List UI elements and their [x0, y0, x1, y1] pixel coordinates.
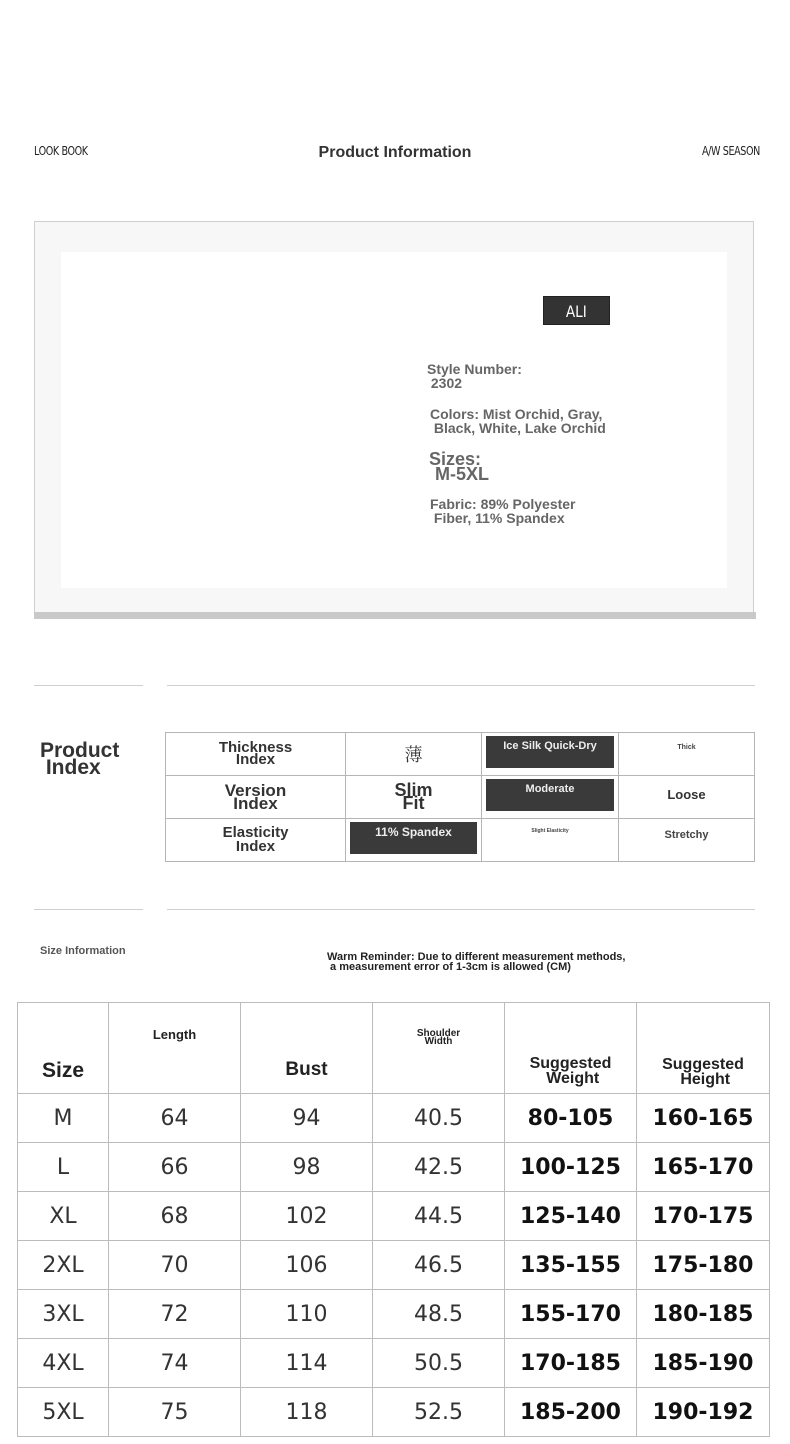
- divider-long-2: [167, 909, 755, 910]
- cell-length: 64: [109, 1094, 241, 1143]
- header-shoulder: Shoulder Width: [416, 1028, 461, 1047]
- cell-bust: 118: [241, 1388, 373, 1437]
- cell-length: 68: [109, 1192, 241, 1241]
- cell-shoulder: 48.5: [373, 1290, 505, 1339]
- product-index-table: [165, 732, 755, 862]
- cell-size: L: [18, 1143, 109, 1192]
- version-slim: Slim Fit: [394, 780, 433, 813]
- size-row-m: [18, 1094, 770, 1143]
- version-moderate-pill: Moderate: [486, 779, 614, 811]
- cell-bust: 94: [241, 1094, 373, 1143]
- cell-length: 75: [109, 1388, 241, 1437]
- elasticity-label-cell: [166, 819, 346, 862]
- cell-bust: 110: [241, 1290, 373, 1339]
- elasticity-slight-cell: [482, 819, 619, 862]
- cell-length: 72: [109, 1290, 241, 1339]
- product-card-shadow-bar: [34, 612, 756, 619]
- size-row-3xl: [18, 1290, 770, 1339]
- header-shoulder-cell: [373, 1003, 505, 1094]
- cell-length: 70: [109, 1241, 241, 1290]
- page-title: Product Information: [318, 144, 472, 161]
- cell-size: XL: [18, 1192, 109, 1241]
- cell-shoulder: 42.5: [373, 1143, 505, 1192]
- size-info-title: Size Information: [40, 945, 126, 957]
- cell-bust: 98: [241, 1143, 373, 1192]
- cell-height: 175-180: [637, 1241, 770, 1290]
- thickness-thin-cell: [346, 733, 482, 776]
- cell-length: 66: [109, 1143, 241, 1192]
- elasticity-slight: Slight Elasticity: [531, 828, 569, 834]
- divider-long: [167, 685, 755, 686]
- cell-length: 74: [109, 1339, 241, 1388]
- thickness-mid-cell: [482, 733, 619, 776]
- cell-height: 185-190: [637, 1339, 770, 1388]
- elasticity-stretchy: Stretchy: [664, 829, 709, 841]
- colors-info: Colors: Mist Orchid, Gray, Black, White, Lake Orchid: [430, 406, 606, 436]
- size-table-header: [18, 1003, 770, 1094]
- thickness-mid-pill: Ice Silk Quick-Dry: [486, 736, 614, 768]
- fabric-info: Fabric: 89% Polyester Fiber, 11% Spandex: [430, 496, 576, 526]
- thickness-label: Thickness Index: [218, 739, 293, 768]
- cell-weight: 155-170: [505, 1290, 637, 1339]
- size-table: [17, 1002, 770, 1437]
- cell-bust: 114: [241, 1339, 373, 1388]
- thickness-thick: Thick: [677, 744, 696, 751]
- lookbook-label: LOOK BOOK: [34, 144, 88, 158]
- cell-height: 190-192: [637, 1388, 770, 1437]
- cell-height: 180-185: [637, 1290, 770, 1339]
- version-slim-cell: [346, 776, 482, 819]
- size-row-4xl: [18, 1339, 770, 1388]
- cell-shoulder: 44.5: [373, 1192, 505, 1241]
- cell-weight: 100-125: [505, 1143, 637, 1192]
- version-label: Version Index: [224, 781, 287, 813]
- cell-bust: 106: [241, 1241, 373, 1290]
- header-weight: Suggested Weight: [529, 1055, 612, 1087]
- product-card: [34, 221, 754, 617]
- cell-size: 4XL: [18, 1339, 109, 1388]
- divider-short: [34, 685, 143, 686]
- thickness-thick-cell: [619, 733, 755, 776]
- version-row: [166, 776, 755, 819]
- divider-short-2: [34, 909, 143, 910]
- cell-shoulder: 50.5: [373, 1339, 505, 1388]
- sizes-value: M-5XL: [430, 464, 490, 484]
- version-label-cell: [166, 776, 346, 819]
- measurement-warning: Warm Reminder: Due to different measurement methods, a measurement error of 1-3cm is allowed (CM): [327, 951, 626, 973]
- cell-size: 3XL: [18, 1290, 109, 1339]
- product-index-title: Product Index: [40, 739, 120, 779]
- cell-weight: 135-155: [505, 1241, 637, 1290]
- cell-weight: 170-185: [505, 1339, 637, 1388]
- size-row-l: [18, 1143, 770, 1192]
- product-card-inner: [61, 252, 727, 588]
- elasticity-label: Elasticity Index: [222, 824, 289, 855]
- elasticity-stretchy-cell: [619, 819, 755, 862]
- cell-weight: 185-200: [505, 1388, 637, 1437]
- cell-shoulder: 40.5: [373, 1094, 505, 1143]
- thickness-row: [166, 733, 755, 776]
- cell-height: 165-170: [637, 1143, 770, 1192]
- sizes-label: Sizes:: [429, 449, 482, 469]
- season-label: A/W SEASON: [702, 144, 760, 158]
- version-moderate-cell: [482, 776, 619, 819]
- elasticity-row: [166, 819, 755, 862]
- header-height: Suggested Height: [662, 1056, 744, 1088]
- header-weight-cell: [505, 1003, 637, 1094]
- thickness-label-cell: [166, 733, 346, 776]
- elasticity-spandex-cell: [346, 819, 482, 862]
- header-bust: Bust: [241, 1003, 373, 1094]
- brand-badge: [543, 296, 610, 325]
- header-length: Length: [109, 1003, 241, 1094]
- size-row-2xl: [18, 1241, 770, 1290]
- cell-weight: 80-105: [505, 1094, 637, 1143]
- version-loose-cell: [619, 776, 755, 819]
- cell-shoulder: 52.5: [373, 1388, 505, 1437]
- cell-bust: 102: [241, 1192, 373, 1241]
- cell-height: 160-165: [637, 1094, 770, 1143]
- header-size: Size: [18, 1003, 109, 1094]
- cell-weight: 125-140: [505, 1192, 637, 1241]
- cell-shoulder: 46.5: [373, 1241, 505, 1290]
- cell-size: 2XL: [18, 1241, 109, 1290]
- cell-size: M: [18, 1094, 109, 1143]
- cell-height: 170-175: [637, 1192, 770, 1241]
- cell-size: 5XL: [18, 1388, 109, 1437]
- brand-name: ALI: [566, 302, 587, 321]
- size-row-5xl: [18, 1388, 770, 1437]
- elasticity-spandex-pill: 11% Spandex: [350, 822, 477, 854]
- header-height-cell: [637, 1003, 770, 1094]
- version-loose: Loose: [667, 786, 706, 802]
- thickness-thin: 薄: [404, 745, 423, 766]
- size-row-xl: [18, 1192, 770, 1241]
- style-number: Style Number: 2302: [427, 361, 522, 391]
